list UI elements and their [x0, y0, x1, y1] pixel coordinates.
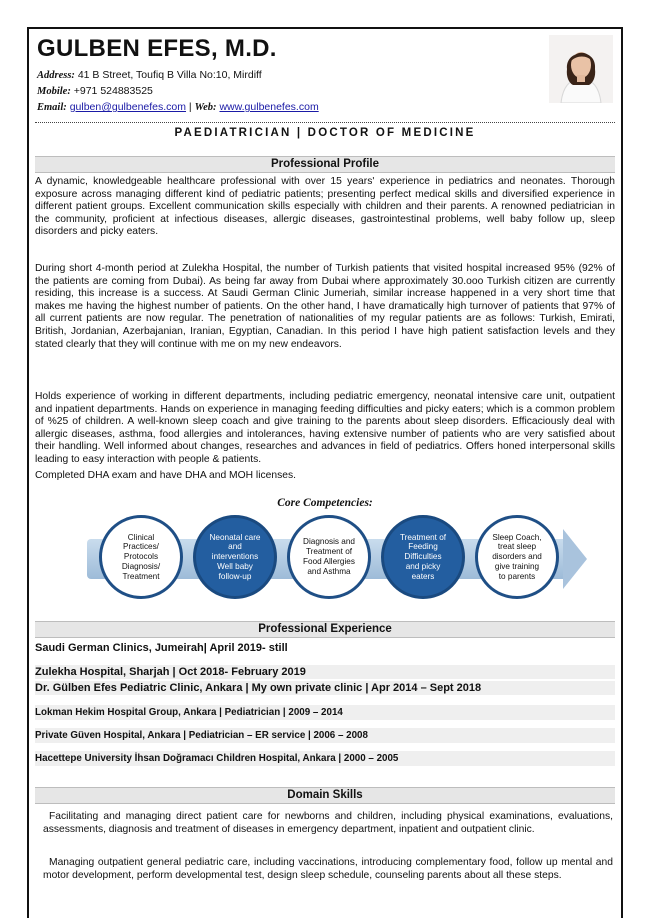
experience-item-3: Dr. Gülben Efes Pediatric Clinic, Ankara | My own private clinic | Apr 2014 – Sept 2018: [35, 681, 615, 695]
contact-separator: |: [186, 101, 195, 113]
mobile-value: +971 524883525: [70, 85, 153, 97]
process-arrow-head: [563, 529, 587, 589]
experience-item-1: Saudi German Clinics, Jumeirah| April 2019- still: [35, 642, 288, 654]
profile-paragraph-4: Completed DHA exam and have DHA and MOH licenses.: [35, 470, 296, 481]
profile-paragraph-1: A dynamic, knowledgeable healthcare professional with over 15 years' experience in pediatrics and neonates. Thorough exposure across managing different kind of pediatric patients; presenting perfect medical skills and diversified experience in different patient groups. Excellent communication skills especially with children and their parents. A renowned pediatrician in the community, proficient at infectious diseases, allergic diseases, gastrointestinal problems, well baby follow up, sleep disorders and picky eaters.: [35, 176, 615, 238]
resume-page: [27, 27, 623, 918]
address-line: [37, 69, 262, 81]
section-header-experience: Professional Experience: [35, 621, 615, 638]
competency-food-allergies: Diagnosis and Treatment of Food Allergies and Asthma: [287, 515, 371, 599]
experience-item-5: Private Güven Hospital, Ankara | Pediatrician – ER service | 2006 – 2008: [35, 728, 615, 743]
competency-clinical-practices: Clinical Practices/ Protocols Diagnosis/ Treatment: [99, 515, 183, 599]
address-value: 41 B Street, Toufiq B Villa No:10, Mirdiff: [74, 69, 262, 81]
email-link[interactable]: gulben@gulbenefes.com: [69, 101, 187, 113]
header-divider: [35, 122, 615, 123]
experience-item-4: Lokman Hekim Hospital Group, Ankara | Pediatrician | 2009 – 2014: [35, 705, 615, 720]
email-line: [37, 101, 319, 113]
profile-photo: [549, 35, 613, 103]
competency-sleep-coach: Sleep Coach, treat sleep disorders and give training to parents: [475, 515, 559, 599]
email-label: Email:: [37, 102, 67, 113]
experience-item-2: Zulekha Hospital, Sharjah | Oct 2018- February 2019: [35, 665, 615, 679]
portrait-image: [549, 35, 613, 103]
skill-item-2: Managing outpatient general pediatric care, including vaccinations, introducing complementary food, follow up mental and motor development, perform developmental test, design sleep schedule, counseling parents about all these steps.: [43, 857, 613, 881]
core-competencies-title: Core Competencies:: [277, 497, 373, 509]
web-label: Web:: [194, 102, 217, 113]
section-header-skills: Domain Skills: [35, 787, 615, 804]
skill-item-1: Facilitating and managing direct patient care for newborns and children, including physical examinations, evaluations, assessments, diagnosis and treatment of diseases in emergency department, inpatient and outpatient clinic.: [43, 811, 613, 835]
professional-title: PAEDIATRICIAN | DOCTOR OF MEDICINE: [174, 127, 476, 139]
profile-paragraph-3: Holds experience of working in different departments, including pediatric emergency, neonatal intensive care unit, outpatient and inpatient departments. Hands on experience in managing feeding difficulties and picky eaters; which is a common problem of %25 of children. A well-known sleep coach and give training to the parents about sleep disorders. Efficaciously deal with allergic diseases, asthma, food allergies and intolerances, having extensive number of patients who are very satisfied about their handling. Well informed about changes, researches and advances in field of pediatrics. Offers honed interpersonal skills leading to easy interaction with people & patients.: [35, 391, 615, 465]
competency-neonatal-care: Neonatal care and interventions Well baby follow-up: [193, 515, 277, 599]
web-link[interactable]: www.gulbenefes.com: [219, 101, 319, 113]
mobile-label: Mobile:: [37, 86, 71, 97]
mobile-line: [37, 85, 153, 97]
experience-item-6: Hacettepe University İhsan Doğramacı Children Hospital, Ankara | 2000 – 2005: [35, 751, 615, 766]
address-label: Address:: [37, 70, 75, 81]
competencies-diagram: [87, 511, 587, 609]
competency-feeding-difficulties: Treatment of Feeding Difficulties and picky eaters: [381, 515, 465, 599]
candidate-name: GULBEN EFES, M.D.: [37, 35, 277, 62]
profile-paragraph-2: During short 4-month period at Zulekha Hospital, the number of Turkish patients that visited hospital increased 95% (92% of the patients are coming from Dubai). As being far away from Dubai where approximately 30.ooo Turkish citizen are currently residing, this increase is a success. At Saudi German Clinic Jumeriah, similar increase happened in a very short time that makes me having the highest number of patients. On the other hand, I have dramatically high turnover of patients that 97% of all current patients are now regular. The penetration of nationalities of my regular patients are as follows: Turkish, Emirati, British, Jordanian, Azerbajanian, Iranian, Egyptian, Canadian. In this period I have high patient satisfaction levels and they stated clearly that they will continue with me on my new endeavors.: [35, 263, 615, 350]
section-header-profile: Professional Profile: [35, 156, 615, 173]
